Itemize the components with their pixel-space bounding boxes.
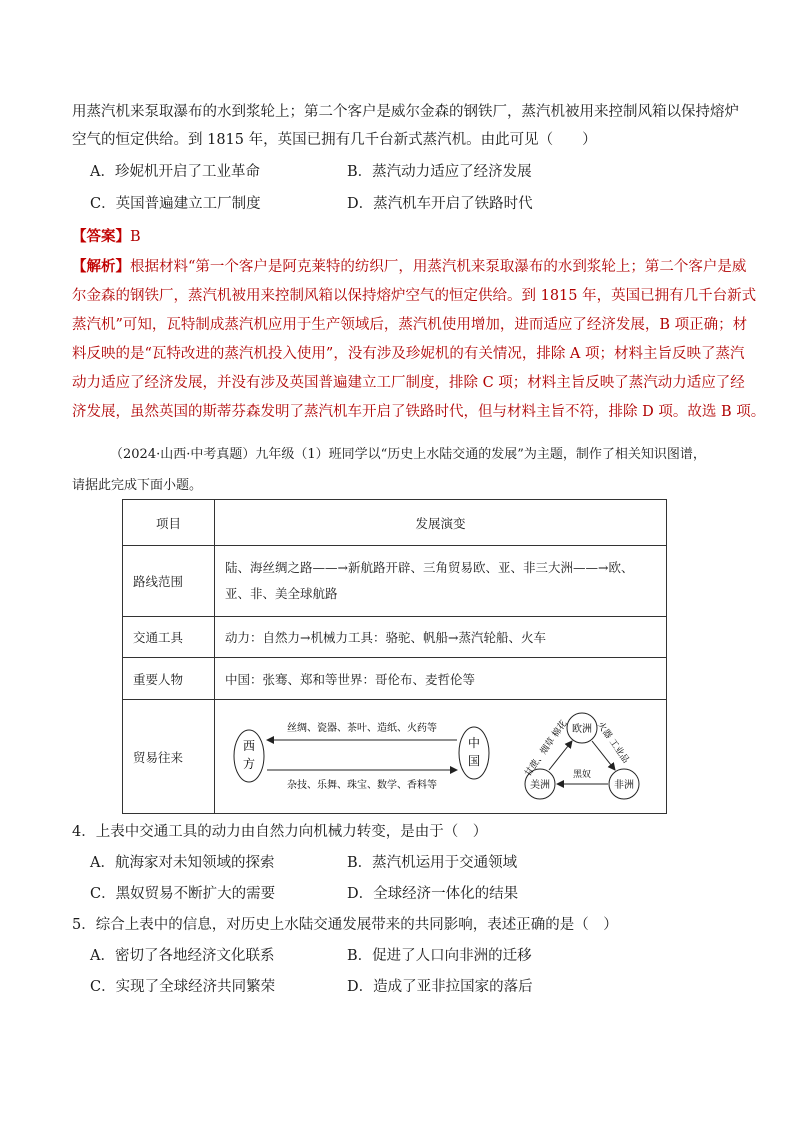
q3-stem-line-2: 空气的恒定供给。到 1815 年，英国已拥有几千台新式蒸汽机。由此可见（ ） [72, 132, 597, 148]
q4-option-d[interactable]: D．全球经济一体化的结果 [347, 886, 519, 902]
q4-option-a[interactable]: A．航海家对未知领域的探索 [90, 855, 275, 871]
table-row [123, 658, 667, 700]
america-europe-goods: 甘蔗、烟草 棉花 [523, 719, 570, 779]
china-label-1: 中 [467, 736, 481, 750]
table-row [123, 617, 667, 658]
answer-label: 【答案】 [72, 228, 130, 245]
america-label: 美洲 [530, 780, 550, 791]
row-label-trade: 贸易往来 [123, 700, 215, 814]
west-label-1: 西 [242, 739, 256, 753]
trade-diagram-cell [215, 700, 667, 814]
header-development: 发展演变 [215, 500, 667, 546]
header-item: 项目 [123, 500, 215, 546]
china-node [459, 727, 489, 779]
analysis-line-6: 济发展，虽然英国的斯蒂芬森发明了蒸汽机车开启了铁路时代，但与材料主旨不符，排除 D 项。故选 B 项。 [72, 404, 766, 420]
analysis-line-1: 【解析】根据材料“第一个客户是阿克莱特的纺织厂，用蒸汽机来泵取瀑布的水到浆轮上；第二个客户是威 [72, 258, 747, 275]
table-row [123, 700, 667, 814]
q3-option-b[interactable]: B．蒸汽动力适应了经济发展 [347, 164, 532, 180]
africa-america-goods: 黑奴 [572, 770, 592, 780]
intro-line-2: 请据此完成下面小题。 [72, 478, 203, 493]
row-label-people: 重要人物 [123, 658, 215, 700]
answer-value: B [130, 229, 141, 245]
table-row [123, 546, 667, 617]
knowledge-table [122, 499, 667, 814]
q3-option-c[interactable]: C．英国普遍建立工厂制度 [90, 196, 261, 212]
europe-africa-goods: 火器 工业品 [594, 720, 631, 766]
analysis-line-4: 料反映的是“瓦特改进的蒸汽机投入使用”，没有涉及珍妮机的有关情况，排除 A 项；材料主旨反映了蒸汽 [72, 346, 745, 362]
q5-option-a[interactable]: A．密切了各地经济文化联系 [90, 948, 275, 964]
row-content-route: 陆、海丝绸之路——→新航路开辟、三角贸易欧、亚、非三大洲——→欧、 亚、非、美全球航路 [215, 546, 667, 617]
q5-option-d[interactable]: D．造成了亚非拉国家的落后 [347, 979, 533, 995]
q5-option-c[interactable]: C．实现了全球经济共同繁荣 [90, 979, 276, 995]
west-label-2: 方 [242, 757, 256, 771]
row-label-transport: 交通工具 [123, 617, 215, 658]
analysis-line-2: 尔金森的钢铁厂，蒸汽机被用来控制风箱以保持熔炉空气的恒定供给。到 1815 年，英国已拥有几千台新式 [72, 288, 757, 304]
africa-label: 非洲 [614, 780, 634, 791]
q4-stem: 4．上表中交通工具的动力由自然力向机械力转变，是由于（ ） [72, 824, 488, 840]
china-label-2: 国 [467, 754, 481, 768]
q3-option-a[interactable]: A．珍妮机开启了工业革命 [90, 164, 260, 180]
row-content-transport: 动力：自然力→机械力工具：骆驼、帆船→蒸汽轮船、火车 [215, 617, 667, 658]
analysis-line-3: 蒸汽机”可知，瓦特制成蒸汽机应用于生产领域后，蒸汽机使用增加，进而适应了经济发展，B 项正确；材 [72, 317, 748, 333]
trade-diagram [215, 700, 666, 810]
europe-label: 欧洲 [572, 724, 592, 735]
q5-option-b[interactable]: B．促进了人口向非洲的迁移 [347, 948, 532, 964]
west-node [234, 730, 264, 782]
q4-option-b[interactable]: B．蒸汽机运用于交通领域 [347, 855, 518, 871]
q4-option-c[interactable]: C．黑奴贸易不断扩大的需要 [90, 886, 276, 902]
q5-stem: 5．综合上表中的信息，对历史上水陆交通发展带来的共同影响，表述正确的是（ ） [72, 917, 618, 933]
row-label-route: 路线范围 [123, 546, 215, 617]
row-content-people: 中国：张骞、郑和等世界：哥伦布、麦哲伦等 [215, 658, 667, 700]
intro-line-1: （2024·山西·中考真题）九年级（1）班同学以“历史上水陆交通的发展”为主题，制作了相关知识图谱， [110, 447, 706, 462]
q3-option-d[interactable]: D．蒸汽机车开启了铁路时代 [347, 196, 533, 212]
analysis-line-5: 动力适应了经济发展，并没有涉及英国普遍建立工厂制度，排除 C 项；材料主旨反映了蒸汽动力适应了经 [72, 375, 745, 391]
q3-stem-line-1: 用蒸汽机来泵取瀑布的水到浆轮上；第二个客户是威尔金森的钢铁厂，蒸汽机被用来控制风箱以保持熔炉 [72, 104, 739, 120]
analysis-label: 【解析】 [72, 258, 130, 275]
table-header-row [123, 500, 667, 546]
top-goods-label: 丝绸、瓷器、茶叶、造纸、火药等 [287, 723, 437, 734]
q3-answer [72, 227, 141, 247]
bottom-goods-label: 杂技、乐舞、珠宝、数学、香料等 [287, 780, 437, 791]
